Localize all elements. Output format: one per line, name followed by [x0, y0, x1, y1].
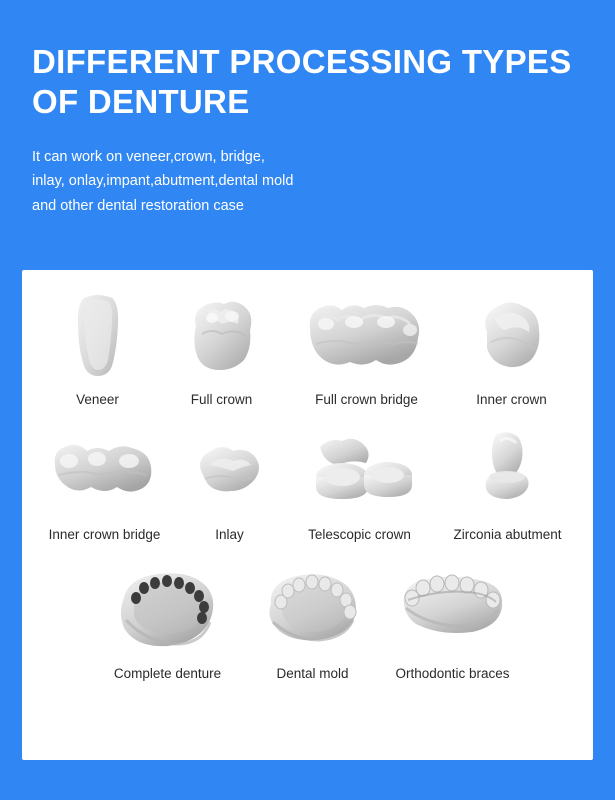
gallery-item-label: Dental mold [276, 666, 349, 681]
gallery-item [447, 290, 577, 407]
inner-crown-icon [447, 290, 577, 382]
telescopic-crown-icon [285, 425, 435, 517]
gallery-item-label: Full crown bridge [315, 392, 418, 407]
gallery-item [435, 425, 581, 542]
gallery-item-label: Inlay [215, 527, 244, 542]
gallery-item-label: Veneer [76, 392, 119, 407]
gallery-item [248, 564, 378, 681]
zirconia-abutment-icon [435, 425, 581, 517]
subtitle-line-2: inlay, onlay,impant,abutment,dental mold [32, 173, 294, 190]
gallery-item-label: Inner crown [476, 392, 547, 407]
gallery-item [285, 425, 435, 542]
gallery-item-label: Zirconia abutment [453, 527, 562, 542]
gallery-item [39, 290, 157, 407]
inner-crown-bridge-icon [35, 425, 175, 517]
gallery-item-label: Telescopic crown [308, 527, 411, 542]
gallery-item [35, 425, 175, 542]
full-crown-bridge-icon [287, 290, 447, 382]
gallery-item-label: Full crown [190, 392, 253, 407]
veneer-tooth-icon [39, 290, 157, 382]
gallery-item [378, 564, 528, 681]
full-crown-tooth-icon [157, 290, 287, 382]
gallery-item-label: Orthodontic braces [395, 666, 510, 681]
gallery-item-label: Complete denture [113, 666, 222, 681]
gallery-item [287, 290, 447, 407]
gallery-card [22, 270, 593, 760]
gallery-row [22, 270, 593, 407]
gallery-row [22, 407, 593, 542]
gallery-row [22, 542, 593, 681]
gallery-item [157, 290, 287, 407]
complete-denture-icon [88, 564, 248, 656]
page-header [0, 0, 615, 219]
page-title: DIFFERENT PROCESSING TYPES OF DENTURE [32, 43, 572, 121]
inlay-icon [175, 425, 285, 517]
gallery-item-label: Inner crown bridge [48, 527, 161, 542]
subtitle-line-3: and other dental restoration case [32, 198, 244, 215]
dental-mold-icon [248, 564, 378, 656]
orthodontic-braces-icon [378, 564, 528, 656]
gallery-item [175, 425, 285, 542]
subtitle-line-1: It can work on veneer,crown, bridge, [32, 148, 265, 165]
gallery-item [88, 564, 248, 681]
page-subtitle [32, 145, 585, 220]
